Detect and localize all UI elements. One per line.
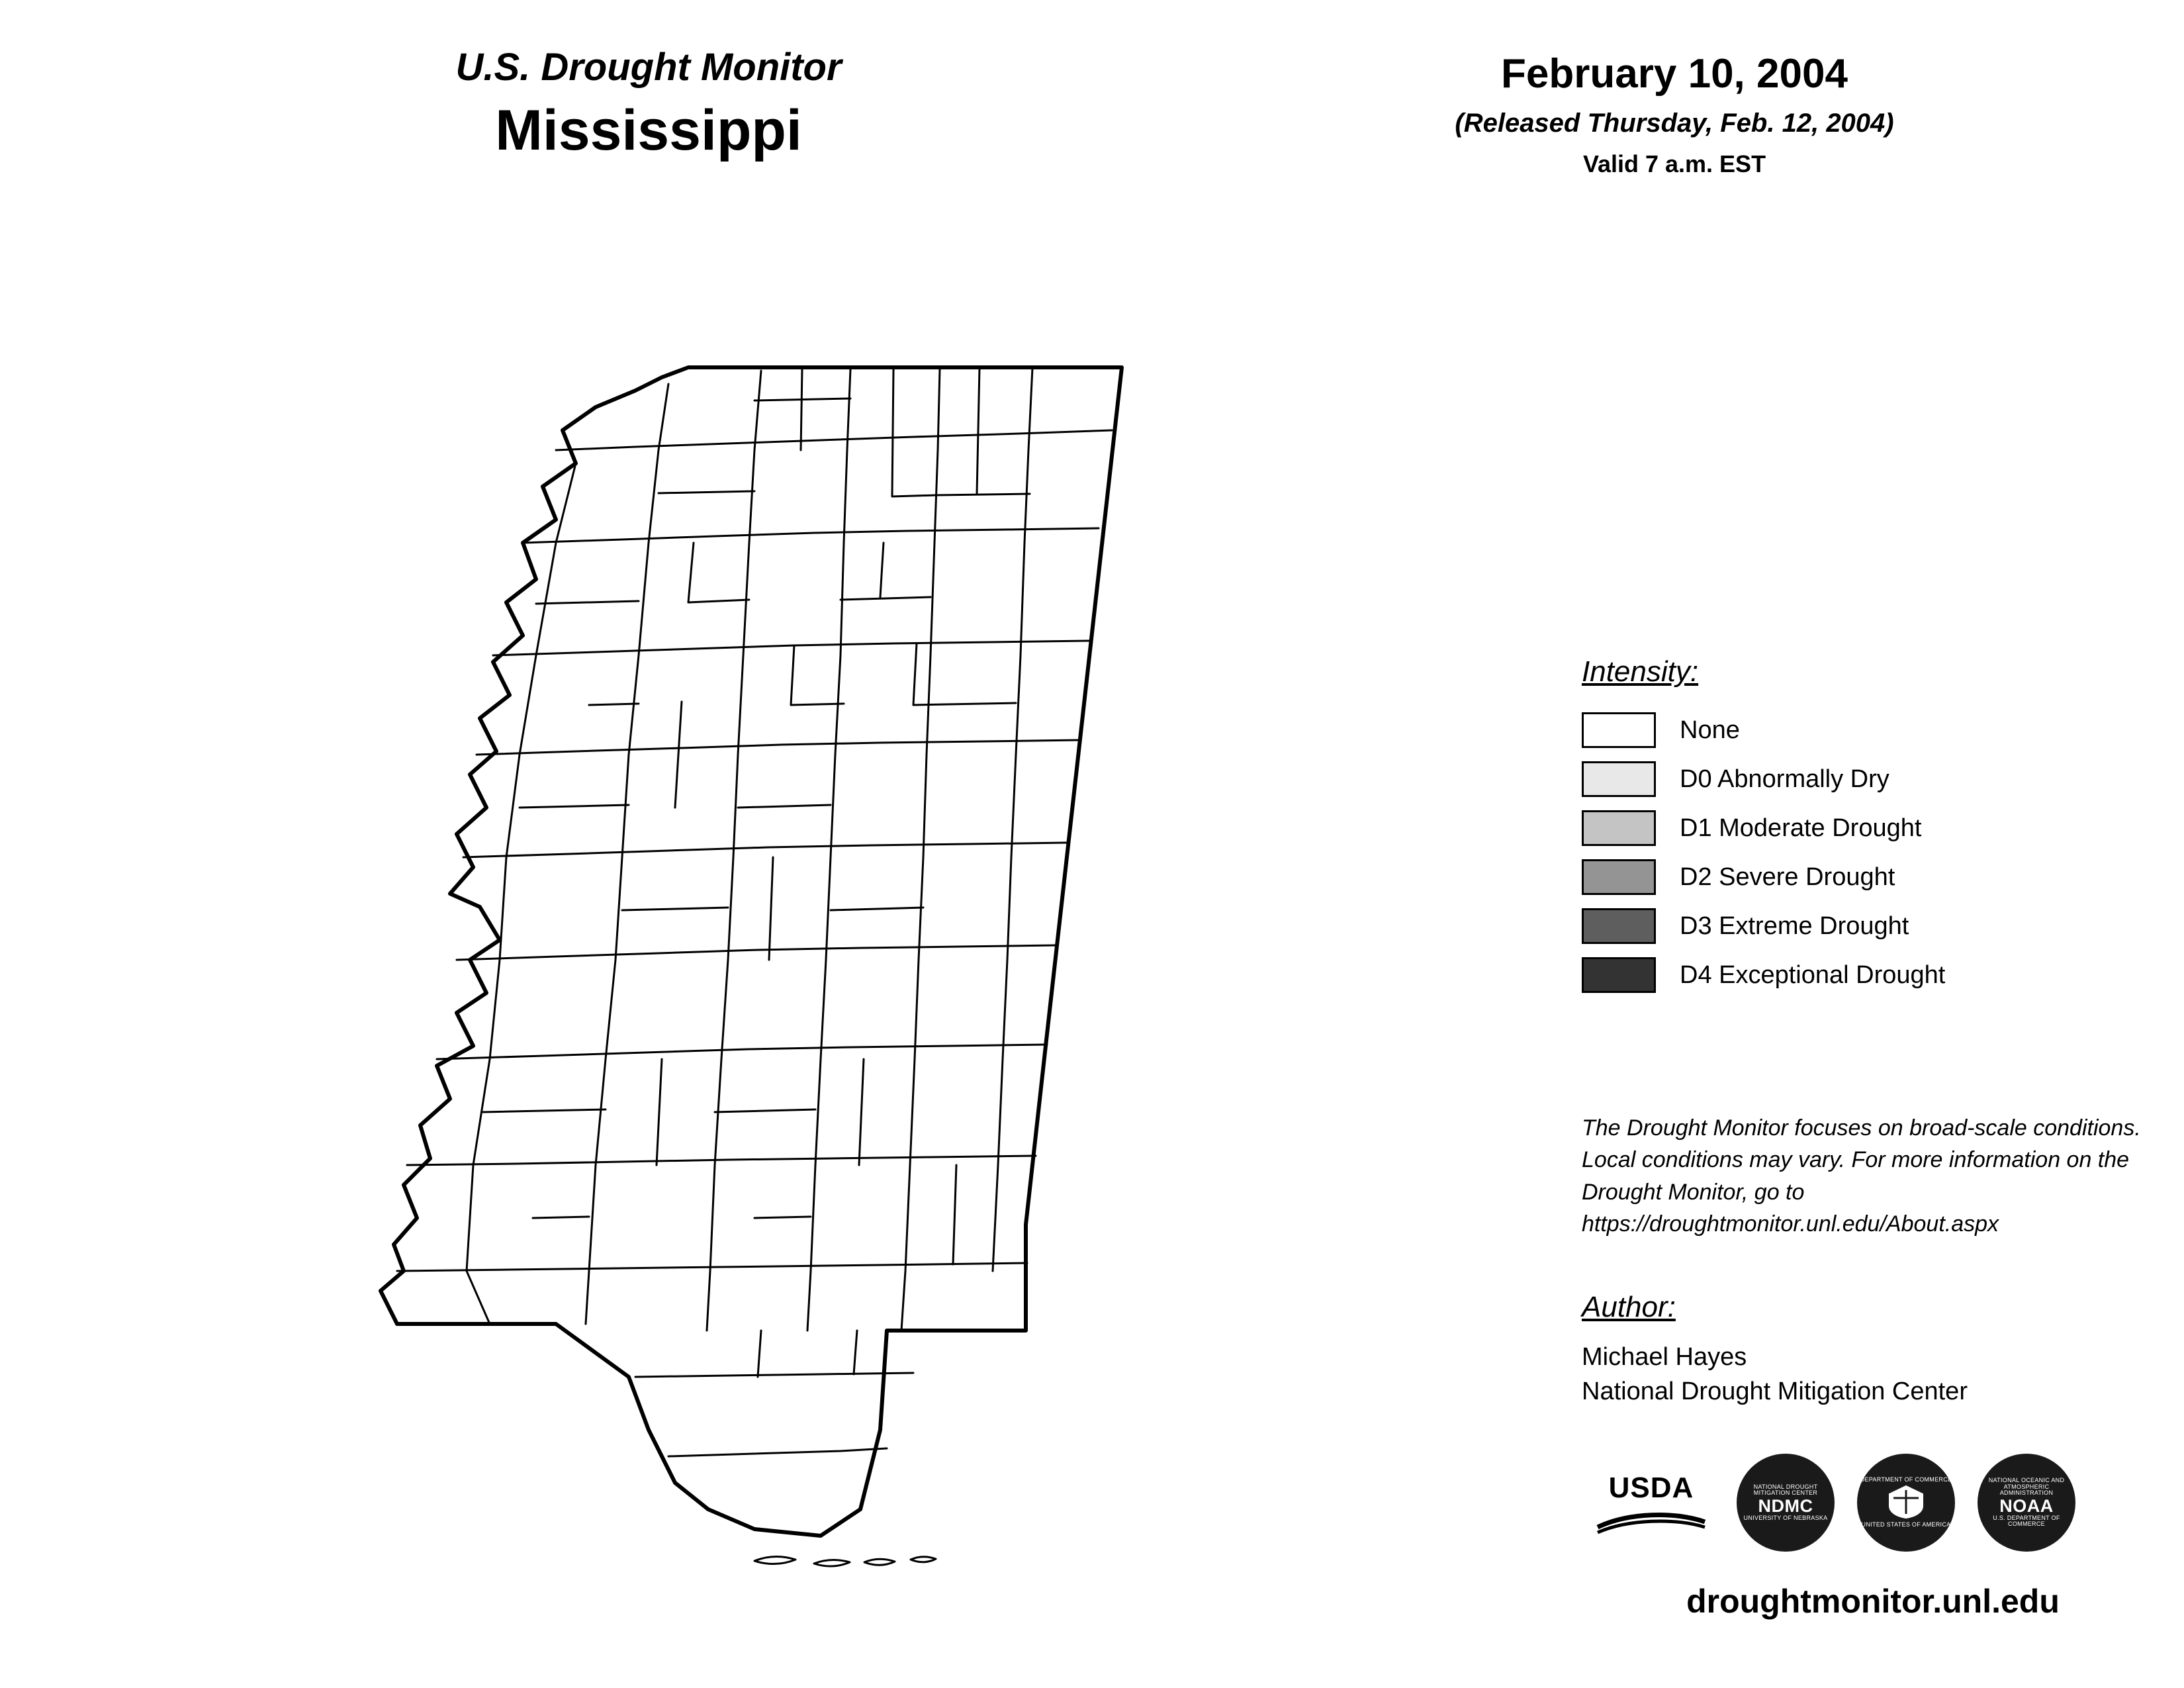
ndmc-logo <box>1737 1454 1835 1552</box>
legend-label-none: None <box>1680 716 1740 744</box>
ndmc-logo-text: NDMC <box>1758 1495 1813 1516</box>
legend-label-d3: D3 Extreme Drought <box>1680 912 1909 940</box>
usdc-logo <box>1857 1454 1955 1552</box>
legend-item-d2 <box>1582 853 2164 902</box>
legend-item-d0 <box>1582 755 2164 804</box>
usda-swoosh-icon <box>1595 1505 1707 1534</box>
state-title: Mississippi <box>495 98 802 162</box>
legend-label-d1: D1 Moderate Drought <box>1680 814 1922 842</box>
legend-title: Intensity: <box>1582 655 1699 688</box>
mississippi-county-map <box>357 344 1218 1602</box>
legend-swatch-d4 <box>1582 957 1656 993</box>
map-date: February 10, 2004 <box>1501 51 1848 97</box>
usdc-logo-outer-bottom: UNITED STATES OF AMERICA <box>1861 1521 1951 1528</box>
usdc-logo-outer-top: DEPARTMENT OF COMMERCE <box>1860 1476 1952 1483</box>
coastal-islands <box>754 1556 936 1566</box>
noaa-logo <box>1978 1454 2075 1552</box>
legend-item-d1 <box>1582 804 2164 853</box>
legend-label-d0: D0 Abnormally Dry <box>1680 765 1889 793</box>
legend-label-d2: D2 Severe Drought <box>1680 863 1895 891</box>
author-block <box>1582 1291 2177 1409</box>
noaa-logo-outer-bottom: U.S. DEPARTMENT OF COMMERCE <box>1993 1514 2060 1528</box>
title-block <box>285 46 1013 166</box>
map-container <box>357 344 1218 1602</box>
legend-swatch-none <box>1582 712 1656 748</box>
program-title: U.S. Drought Monitor <box>455 46 842 89</box>
ndmc-logo-outer-bottom: UNIVERSITY OF NEBRASKA <box>1743 1514 1828 1521</box>
usda-logo <box>1588 1463 1714 1542</box>
legend-swatch-d2 <box>1582 859 1656 895</box>
noaa-logo-outer-top: NATIONAL OCEANIC AND ATMOSPHERIC ADMINISTRATION <box>1988 1477 2065 1497</box>
legend-swatch-d3 <box>1582 908 1656 944</box>
disclaimer-text: The Drought Monitor focuses on broad-scale conditions. Local conditions may vary. For more information on the Drought Monitor, go to https://droughtmonitor.unl.edu/About.aspx <box>1582 1115 2141 1237</box>
usda-logo-text: USDA <box>1608 1472 1694 1504</box>
legend-swatch-d1 <box>1582 810 1656 846</box>
author-organization: National Drought Mitigation Center <box>1582 1378 1968 1406</box>
website-url[interactable]: droughtmonitor.unl.edu <box>1686 1583 2060 1620</box>
noaa-logo-text: NOAA <box>1999 1495 2054 1516</box>
legend-item-d4 <box>1582 951 2164 1000</box>
legend-item-none <box>1582 706 2164 755</box>
ndmc-logo-outer-top: NATIONAL DROUGHT MITIGATION CENTER <box>1753 1483 1818 1497</box>
legend <box>1582 655 2164 1000</box>
legend-swatch-d0 <box>1582 761 1656 797</box>
commerce-seal-icon <box>1886 1483 1927 1519</box>
date-block <box>1324 52 2025 178</box>
legend-item-d3 <box>1582 902 2164 951</box>
author-name: Michael Hayes <box>1582 1343 1747 1371</box>
legend-label-d4: D4 Exceptional Drought <box>1680 961 1946 989</box>
valid-time: Valid 7 a.m. EST <box>1582 150 1766 178</box>
state-outline <box>381 367 1122 1536</box>
release-date: (Released Thursday, Feb. 12, 2004) <box>1455 109 1894 138</box>
author-title: Author: <box>1582 1291 1676 1323</box>
logo-row <box>1588 1450 2171 1556</box>
